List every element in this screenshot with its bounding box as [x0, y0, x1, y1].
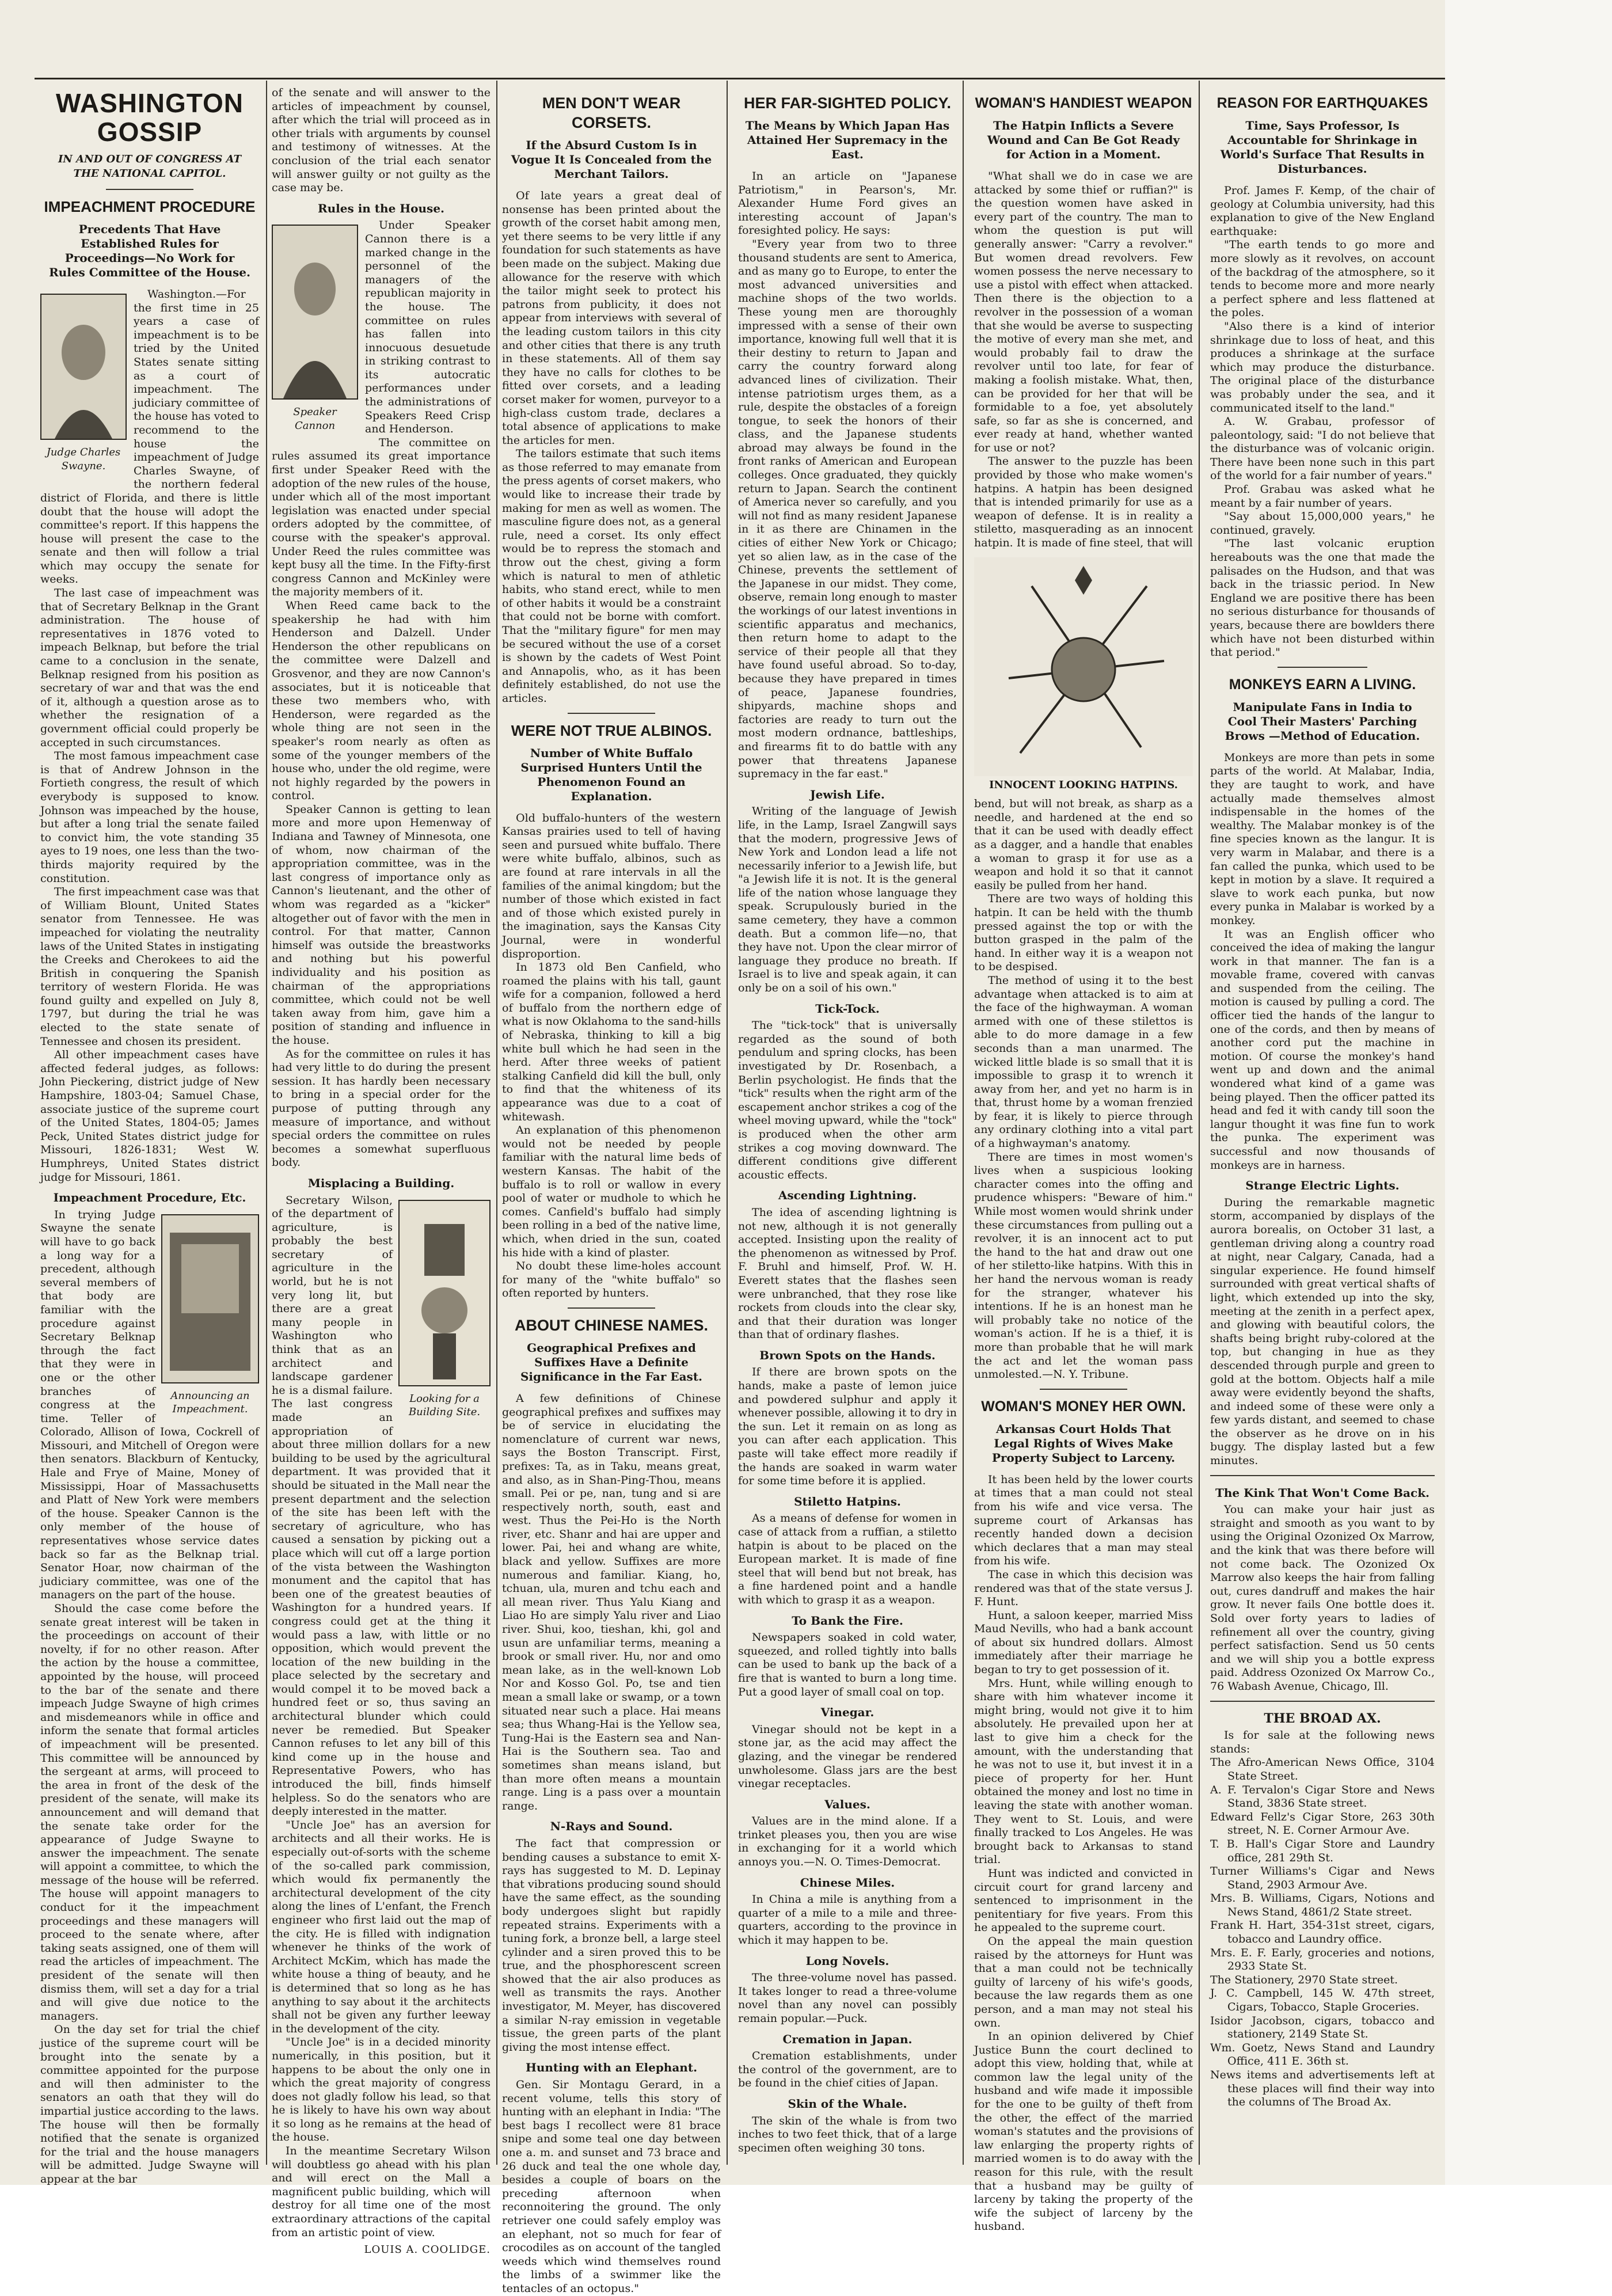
paragraph: "What shall we do in case we are attacked by some thief or ruffian?" is the question women have asked in every part of the country. The man to whom the question is put will generally answer: "Carry a revolver." But women dread revolvers. Few women possess the nerve necessary to use a pistol with effect when attacked. Then there is the objection to a revolver in the possession of a woman that she would be averse to suspecting the motive of every man she met, and would probably fail to draw the revolver until too late, for fear of making a foolish mistake. What, then, can be provided for her that will be formidable to a foe, yet absolutely safe, so far as she is concerned, and ever ready at hand, whether wanted for use or not?: [974, 170, 1193, 454]
paragraph: The three-volume novel has passed. It takes longer to read a three-volume novel than any novel can possibly remain popular.—Puck.: [738, 1971, 957, 2025]
article-deck: If the Absurd Custom Is in Vogue It Is Concealed from the Merchant Tailors.: [511, 138, 712, 181]
column-3: [502, 86, 721, 2295]
column-1: [40, 86, 259, 2185]
paragraph: bend, but will not break, as sharp as a needle, and hardened at the end so that it can be used with deadly effect as a dagger, and a handle that enables a woman to grasp it for use as a weapon and hold it so that it cannot easily be pulled from her hand.: [974, 797, 1193, 892]
article-deck: Time, Says Professor, Is Accountable for Shrinkage in World's Surface That Results in Disturbances.: [1220, 119, 1425, 176]
divider: [1040, 1389, 1127, 1390]
paragraph: Writing of the language of Jewish life, in the Lamp, Israel Zangwill says that the modern, progressive Jews of New York and London lead a life not necessarily inferior to a Jewish life, but "a Jewish life it is not. It is the general life of the nation whose language they speak. Scrupulously buried in the same cemetery, they have a common death. But a common life—no, that they have not. Upon the clear mirror of language they produce no breath. If Israel is to live and speak again, it can only be on a soil of his own.": [738, 805, 957, 995]
subheading: Misplacing a Building.: [307, 1176, 455, 1190]
column-rule: [496, 81, 497, 2165]
paragraph: The "tick-tock" that is universally regarded as the sound of both pendulum and spring clocks, has been investigated by Dr. Rosenbach, a Berlin psychologist. He finds that the "tick" results when the right arm of the escapement anchor strikes a cog of the wheel moving upward, while the "tock" is produced when the other arm strikes a cog moving downward. The different conditions give different acoustic effects.: [738, 1019, 957, 1181]
paragraph: A few definitions of Chinese geographical prefixes and suffixes may be of service in elucidating the nomenclature of current war news, says the Boston Transcript. First, prefixes: Ta, as in Taku, means great, and also, as in Shan-Ping-Thou, means small. Pei or pe, nan, tung and si are respectively north, south, east and west. Thus the Pei-Ho is the North river, etc. Shanr and hai are upper and lower. Pai, hei and whang are white, black and yellow. Suffixes are more numerous and familiar. Kiang, ho, tchuan, ula, muren and tchu each and all mean river. Thus Yalu Kiang and Liao Ho are simply Yalu river and Liao river. Shui, koo, tieshan, khi, gol and usun are unfamiliar terms, meaning a brook or small river. Hu, nor and omo mean lake, as in the well-known Lob Nor and Kosso Gol. Po, tse and tien mean a small lake or swamp, or a town situated near such a place. Hai means sea; thus Whang-Hai is the Yellow sea, Tung-Hai is the Eastern sea and Nan-Hai is the Southern sea. Tao and sometimes shan means island, but than more often means a mountain range. Ling is a pass over a mountain range.: [502, 1392, 721, 1812]
paragraph: The first impeachment case was that of William Blount, United States senator from Tennessee. He was impeached for violating the neutrality laws of the United States in instigating the Creeks and Cherokees to aid the British in conquering the Spanish territory of western Florida. He was found guilty and expelled on July 8, 1797, but during the trial he was elected to the state senate of Tennessee and chosen its president.: [40, 885, 259, 1048]
list-item: Mrs. E. F. Early, groceries and notions, 2933 State St.: [1210, 1946, 1435, 1973]
subheading: Ascending Lightning.: [778, 1188, 917, 1203]
article-headline: MONKEYS EARN A LIVING.: [1229, 676, 1416, 693]
page-margin: [1445, 0, 1612, 2185]
list-item: Isidor Jacobson, cigars, tobacco and stationery, 2149 State St.: [1210, 2014, 1435, 2041]
portrait-figure: [272, 219, 358, 438]
paragraph: Hunt was indicted and convicted in circuit court for grand larceny and sentenced to imprisonment in the penitentiary for five years. From this he appealed to the supreme court.: [974, 1867, 1193, 1934]
article-deck: Precedents That Have Established Rules for Proceedings—No Work for Rules Committee of the House.: [49, 222, 250, 279]
illustration-image: [398, 1200, 491, 1386]
list-item: A. F. Tervalon's Cigar Store and News Stand, 3836 State street.: [1210, 1783, 1435, 1810]
paragraph: Prof. Grabau was asked what he meant by a fair number of years.: [1210, 483, 1435, 510]
paragraph: There are two ways of holding this hatpin. It can be held with the thumb pressed against the top or with the button grasped in the palm of the hand. In either way it is a weapon not to be despised.: [974, 892, 1193, 974]
paragraph: Gen. Sir Montagu Gerard, in a recent volume, tells this story of hunting with an elephant in India: "The best bags I recollect were 81 brace snipe and some teal one day between one a. m. and sunset and 73 brace and 26 duck and teal the one whole day, besides a couple of boars on the preceding afternoon when reconnoitering the ground. The only retriever one could safely employ was an elephant, not so much for fear of crocodiles as on account of the tangled weeds which wind themselves round the limbs of a swimmer like the tentacles of an octopus.": [502, 2078, 721, 2295]
divider: [568, 713, 655, 714]
subheading: Impeachment Procedure, Etc.: [53, 1191, 246, 1205]
hatpins-caption: INNOCENT LOOKING HATPINS.: [989, 778, 1178, 791]
subheading: Stiletto Hatpins.: [794, 1494, 901, 1508]
paragraph: In an opinion delivered by Chief Justice Bunn the court declined to adopt this view, holding that, while at common law the legal unity of the husband and wife made it impossible for the one to be guilty of theft from the other, the effect of the married woman's statutes and the provisions of law enlarging the property rights of married women is to do away with the reason for this rule, with the result that a husband may be guilty of larceny by taking the property of the wife the subject of larceny by the husband.: [974, 2030, 1193, 2233]
masthead-title: WASHINGTON GOSSIP: [55, 88, 244, 147]
paragraph: An explanation of this phenomenon would not be needed by people familiar with the natural lime beds of western Kansas. The habit of the buffalo is to roll or wallow in every pool of water or mudhole to which he comes. Canfield's buffalo had simply been rolling in a bed of the native lime, which, when dried in the sun, coated his hide with a kind of plaster.: [502, 1124, 721, 1259]
subheading: Jewish Life.: [810, 787, 885, 801]
subheading: Chinese Miles.: [800, 1875, 895, 1890]
portrait-caption: Speaker Cannon: [293, 406, 337, 432]
subheading: Long Novels.: [805, 1953, 889, 1968]
paragraph: Monkeys are more than pets in some parts of the world. At Malabar, India, they are taught to work, and have actually made themselves almost indispensable in the homes of the wealthy. The Malabar monkey is of the fine species known as the langur. It is very warm in Malabar, and there is a fan called the punka, which used to be kept in motion by a slave. It required a slave to work each punka, but now every punka in Malabar is worked by a monkey.: [1210, 751, 1435, 927]
list-item: The Stationery, 2970 State street.: [1210, 1973, 1398, 1986]
subheading: To Bank the Fire.: [792, 1613, 903, 1628]
paragraph: "Every year from two to three thousand students are sent to America, and as many go to Europe, to enter the most advanced universities and machine shops of the two worlds. These young men are thoroughly impressed with a sense of their own importance, knowing full well that it is their destiny to return to Japan and carry the country forward along advanced lines of civilization. Their intense patriotism urges them, as a rule, despite the obstacles of a foreign tongue, to seek the honors of their class, and the Japanese students abroad may always be found in the front ranks of American and European colleges. Once graduated, they quickly return to Japan. Search the continent of America never so carefully, and you will not find as many resident Japanese in it as there are Chinamen in the cities of either New York or Chicago; yet so alien law, as in the case of the Chinese, prevents the settlement of the Japanese in our midst. They come, observe, remain long enough to master the workings of our latest inventions in scientific apparatus and mechanics, then return home to adapt to the service of their people all that they have found useful abroad. So to-day, because they have prepared in times of peace, Japanese foundries, shipyards, machine shops and factories are ready to turn out the most modern ordnance, battleships, and firearms fit to do battle with any power that threatens Japanese supremacy in the far east.": [738, 237, 957, 781]
subheading: Values.: [824, 1797, 870, 1811]
portrait-drawing: [43, 301, 124, 439]
paragraph: "Say about 15,000,000 years," he continued, gravely.: [1210, 510, 1435, 537]
list-item: T. B. Hall's Cigar Store and Laundry office, 281 29th St.: [1210, 1837, 1435, 1864]
hatpins-drawing: [997, 563, 1170, 776]
list-item: Mrs. B. Williams, Cigars, Notions and News Stand, 4861/2 State street.: [1210, 1892, 1435, 1918]
article-headline: IMPEACHMENT PROCEDURE: [44, 198, 256, 215]
illustration-figure: [398, 1194, 491, 1425]
paragraph: The committee on rules assumed its great importance first under Speaker Reed with the adoption of the new rules of the house, under which all of the most important legislation was enacted under special orders adopted by the committee, of course with the speaker's approval. Under Reed the rules committee was kept busy all the time. In the Fifty-first congress Cannon and McKinley were the majority members of it.: [272, 436, 491, 599]
column-2: [272, 86, 491, 2256]
paragraph: The skin of the whale is from two inches to two feet thick, that of a large specimen often weighing 30 tons.: [738, 2114, 957, 2154]
list-item: News items and advertisements left at these places will find their way into the columns of The Broad Ax.: [1210, 2069, 1435, 2109]
paragraph: Under Speaker Cannon there is a marked change in the personnel of the managers of the republican majority in the house. The committee on rules has fallen into innocuous desuetude in striking contrast to its autocratic performances under the administrations of Speakers Reed Crisp and Henderson.: [365, 219, 491, 436]
illustration-image: [161, 1214, 259, 1383]
paragraph: "The last volcanic eruption hereabouts was the one that made the palisades on the Hudson, and that was back in the triassic period. In New England we are positive there has been no serious disturbance for thousands of years, because there are bowlders there which have not been disturbed within that period.": [1210, 537, 1435, 659]
list-item: Edward Fellz's Cigar Store, 263 30th street, N. E. Corner Armour Ave.: [1210, 1810, 1435, 1837]
article-headline: HER FAR-SIGHTED POLICY.: [743, 94, 952, 112]
column-6: [1210, 86, 1435, 2153]
advertisement-title: THE BROAD AX.: [1264, 1710, 1381, 1726]
subheading: Brown Spots on the Hands.: [759, 1348, 936, 1362]
illustration-drawing: [401, 1207, 488, 1385]
paragraph: Cremation establishments, under the control of the government, are to be found in the chief cities of Japan.: [738, 2050, 957, 2090]
subheading: Cremation in Japan.: [782, 2032, 913, 2046]
column-4: [738, 86, 957, 2153]
paragraph: In China a mile is anything from a quarter of a mile to a mile and three-quarters, according to the province in which it may happen to be.: [738, 1893, 957, 1947]
paragraph: The idea of ascending lightning is not new, although it is not generally accepted. Insisting upon the reality of the phenomenon as witnessed by Prof. F. Bruhl and himself, Prof. W. H. Everett states that the flashes seen were unbranched, that they rose like rockets from clouds into the clear sky, and that their duration was longer than that of ordinary flashes.: [738, 1206, 957, 1341]
divider: [568, 1307, 655, 1309]
subheading: Strange Electric Lights.: [1245, 1179, 1400, 1193]
illustration-caption: Announcing an Impeachment.: [170, 1389, 250, 1416]
article-deck: The Means by Which Japan Has Attained Her Supremacy in the East.: [745, 119, 950, 161]
paragraph: "Uncle Joe" is in a decided minority numerically, in this position, but it happens to be about the only one in which the great majority of congress does not gladly follow his lead, so that he is likely to have his own way about it so long as he remains at the head of the house.: [272, 2036, 491, 2144]
paragraph: Should the case come before the senate great interest will be taken in the proceedings on account of their novelty, if for no other reason. After the action by the house a committee, appointed by the house, will proceed to the bar of the senate and there impeach Judge Swayne of high crimes and misdemeanors while in office and inform the senate that formal articles of impeachment will be presented. This committee will be announced by the sergeant at arms, will proceed to the area in front of the desk of the president of the senate, will make its announcement and will demand that the senate take order for the appearance of Judge Swayne to answer the impeachment. The senate will appoint a committee, to which the message of the house will be referred. The house will appoint managers to conduct for it the impeachment proceedings and these managers will proceed to the senate where, after taking seats assigned, one of them will read the articles of impeachment. The president of the senate will then dismiss them, will set a day for a trial and will give due notice to the managers.: [40, 1602, 259, 2023]
byline: LOUIS A. COOLIDGE.: [364, 2244, 491, 2256]
subheading: Vinegar.: [820, 1705, 875, 1720]
list-item: J. C. Campbell, 145 W. 47th street, Cigars, Tobacco, Staple Groceries.: [1210, 1987, 1435, 2014]
list-item: The Afro-American News Office, 3104 State Street.: [1210, 1756, 1435, 1782]
hatpins-illustration: [974, 557, 1193, 776]
article-deck: Manipulate Fans in India to Cool Their Masters' Parching Brows —Method of Education.: [1225, 700, 1420, 743]
top-rule: [35, 78, 1577, 79]
paragraph: As for the committee on rules it has had very little to do during the present session. It has hardly been necessary to bring in a special order for the purpose of putting through any measure of importance, and without special orders the committee on rules becomes a somewhat superfluous body.: [272, 1047, 491, 1169]
article-headline: REASON FOR EARTHQUAKES: [1216, 95, 1428, 111]
paragraph: As a means of defense for women in case of attack from a ruffian, a stiletto hatpin is about to be placed on the European market. It is made of fine steel that will bend but not break, has a fine hardened point and a handle with which to grasp it as a weapon.: [738, 1512, 957, 1606]
article-headline: WERE NOT TRUE ALBINOS.: [511, 721, 712, 739]
paragraph: A. W. Grabau, professor of paleontology, said: "I do not believe that the disturbance was of volcanic origin. There have been none such in this part of the world for a fair number of years.": [1210, 415, 1435, 482]
article-headline: WOMAN'S MONEY HER OWN.: [981, 1398, 1186, 1415]
paragraph: Of late years a great deal of nonsense has been printed about the growth of the corset habit among men, yet there seems to be very little if any foundation for such statements as have been made on the subject. Making due allowance for the reserve with which the tailor might seek to protect his patrons from publicity, it does not appear from interviews with several of the leading custom tailors in this city and other cities that there is any truth in these statements. All of them say they have no calls for clothes to be fitted over corsets, and a leading corset maker for women, purveyor to a high-class custom trade, declares a total absence of applications to make the articles for men.: [502, 189, 721, 447]
paragraph: The fact that compression or bending causes a substance to emit X-rays has suggested to M. D. Lepinay that vibrations producing sound should have the same effect, as the sounding body undergoes slight but rapidly repeated strains. Experiments with a tuning fork, a bronze bell, a large steel cylinder and a siren proved this to be true, and the phosphorescent screen showed that the air also produces as well as transmits the rays. Another investigator, M. Meyer, has discovered a similar N-ray emission in vegetable tissue, the green parts of the plant giving the most intense effect.: [502, 1837, 721, 2054]
portrait-image: [40, 294, 127, 440]
subheading: Tick-Tock.: [815, 1001, 880, 1016]
divider: [1278, 667, 1367, 668]
paragraph: In trying Judge Swayne the senate will have to go back a long way for a precedent, although several members of that body are familiar with the procedure against Secretary Belknap through the fact that they were in one or the other branches of congress at the time. Teller of Colorado, Allison of Iowa, Cockrell of Missouri, and Mitchell of Oregon were then senators. Blackburn of Kentucky, Hale and Frye of Maine, Money of Mississippi, Hoar of Massachusetts and Platt of New York were members of the house. Speaker Cannon is the only member of the house of representatives whose service dates back so far as the Belknap trial. Senator Hoar, now chairman of the judiciary committee, was one of the managers on the part of the house.: [40, 1208, 259, 1602]
column-5: [974, 86, 1193, 2233]
subheading: N-Rays and Sound.: [550, 1819, 673, 1834]
divider: [106, 189, 193, 190]
paragraph: The most famous impeachment case is that of Andrew Johnson in the Fortieth congress, the result of which everybody is supposed to know. Johnson was impeached by the house, but after a long trial the senate failed to convict him, the vote standing 35 ayes to 19 noes, one less than the two-thirds majority required by the constitution.: [40, 750, 259, 885]
article-headline: MEN DON'T WEAR CORSETS.: [542, 94, 681, 131]
paragraph: In the meantime Secretary Wilson will doubtless go ahead with his plan and will erect on the Mall a magnificent public building, which will destroy for all time one of the most extraordinary attractions of the capital from an artistic point of view.: [272, 2145, 491, 2239]
paragraph: The method of using it to the best advantage when attacked is to aim at the face of the highwayman. A woman armed with one of these stilettos is able to do more damage in a few seconds than a man unarmed. The wicked little blade is so small that it is impossible to grasp it to wrench it away from her, and yet no harm is in that, thrust home by a woman frenzied by fear, it is likely to pierce through any ordinary clothing into a vital part of a highwayman's anatomy.: [974, 974, 1193, 1150]
paragraph: During the remarkable magnetic storm, accompanied by displays of the aurora borealis, on October 31 last, a gentleman driving along a country road at night, near Calgary, Canada, had a singular experience. He found himself surrounded with great vertical shafts of light, which extended up into the sky, meeting at the zenith in a perfect apex, and glowing with beautiful colors, the shafts being bright ruby-colored at the top, but changing in hue as they descended through purple and green to gold at the bottom. Objects half a mile away were evidently beyond the shafts, and indeed some of these were only a few yards distant, and seemed to chase the observer as he drove on in his buggy. The display lasted but a few minutes.: [1210, 1196, 1435, 1468]
paragraph: There are times in most women's lives when a suspicious looking character comes into the offing and prudence whispers: "Beware of him." While most women would shrink under these circumstances from pulling out a revolver, it is an innocent act to put the hand to the hat and draw out one of her stiletto-like hatpins. With this in her hand the nervous woman is ready for the stranger, whatever his intentions. If he is an honest man he will probably take no notice of the woman's action. If he is a thief, it is more than probable that he will mark the act and let the woman pass unmolested.—N. Y. Tribune.: [974, 1150, 1193, 1381]
article-headline: ABOUT CHINESE NAMES.: [514, 1316, 709, 1334]
list-item: Wm. Goetz, News Stand and Laundry Office, 411 E. 36th st.: [1210, 2041, 1435, 2068]
paragraph: If there are brown spots on the hands, make a paste of lemon juice and powdered sulphur and apply it whenever possible, allowing it to dry in the sun. Let it remain on as long as you can after each application. This paste will take effect more readily if the hands are soaked in warm water for some time before it is applied.: [738, 1366, 957, 1488]
paragraph: It has been held by the lower courts at times that a man could not steal from his wife and vice versa. The supreme court of Arkansas has recently handed down a decision which declares that a man may steal from his wife.: [974, 1473, 1193, 1568]
paragraph: of the senate and will answer to the articles of impeachment by counsel, after which the trial will proceed as in other trials with arguments by counsel and testimony of witnesses. At the conclusion of the trial each senator will answer guilty or not guilty as the case may be.: [272, 86, 491, 195]
paragraph: In 1873 old Ben Canfield, who roamed the plains with his tall, gaunt wife for a companion, followed a herd of buffalo from the northern edge of what is now Oklahoma to the sand-hills of Nebraska, thinking to kill a big white bull which he had seen in the herd. After three weeks of patient stalking Canfield did kill the bull, only to find that the whiteness of its appearance was due to a coat of whitewash.: [502, 961, 721, 1123]
paragraph: On the appeal the main question raised by the attorneys for Hunt was that a man could not be technically guilty of larceny of his wife's goods, because the law regards them as one person, and a man may not steal his own.: [974, 1934, 1193, 2029]
paragraph: Prof. James F. Kemp, of the chair of geology at Columbia university, had this explanation to give of the New England earthquake:: [1210, 184, 1435, 238]
column-rule: [727, 81, 728, 2165]
column-rule: [266, 81, 267, 2165]
article-deck: Geographical Prefixes and Suffixes Have a Definite Significance in the Far East.: [520, 1340, 703, 1383]
list-item: Turner Williams's Cigar and News Stand, 2903 Armour Ave.: [1210, 1865, 1435, 1891]
column-rule: [1199, 81, 1200, 2165]
paragraph: "The earth tends to go more and more slowly as it revolves, on account of the backdrag of the atmosphere, so it tends to become more and more nearly a perfect sphere and less flattened at the poles.: [1210, 238, 1435, 320]
paragraph: All other impeachment cases have affected federal judges, as follows: John Pieckering, district judge of New Hampshire, 1803-04; Samuel Chase, associate justice of the supreme court of the United States, 1804-05; James Peck, United States district judge for Missouri, 1826-1831; West W. Humphreys, United States district judge for Missouri, 1861.: [40, 1048, 259, 1184]
news-stand-list: [1210, 1756, 1435, 2109]
paragraph: The answer to the puzzle has been provided by those who make women's hatpins. A hatpin has been designed that is intended primarily for use as a weapon of defense. It is in reality a stiletto, masquerading as an innocent hatpin. It is made of fine steel, that will: [974, 455, 1193, 550]
article-deck: The Hatpin Inflicts a Severe Wound and Can Be Got Ready for Action in a Moment.: [987, 119, 1180, 161]
illustration-caption: Looking for a Building Site.: [408, 1392, 481, 1419]
paragraph: Washington.—For the first time in 25 years a case of impeachment is to be tried by the United States senate sitting as a court of impeachment. The judiciary committee of the house has voted to recommend to the house the impeachment of Judge Charles Swayne, of the northern federal district of Florida, and there is little doubt that the house will adopt the committee's report. If this happens the house will present the case to the senate and then will follow a trial which may occupy the senate for weeks.: [40, 288, 259, 586]
article-deck: Number of White Buffalo Surprised Hunters Until the Phenomenon Found an Explanation.: [520, 746, 702, 803]
advertisement-text: You can make your hair just as straight and smooth as you want to by using the Original Ozonized Ox Marrow, and the kink that was there before will not come back. The Ozonized Ox Marrow also keeps the hair from falling out, cures dandruff and makes the hair grow. It never fails One bottle does it. Sold over forty years to ladies of refinement all over the country, giving perfect satisfaction. Send us 50 cents and we will ship you a bottle express paid. Address Ozonized Ox Marrow Co., 76 Wabash Avenue, Chicago, Ill.: [1210, 1503, 1435, 1693]
advertisement-text: Is for sale at the following news stands:: [1210, 1729, 1435, 1755]
paragraph: On the day set for trial the chief justice of the supreme court will be brought into the senate by a committee appointed for the purpose and will then administer to the senators an oath that they will do impartial justice according to the laws. The house will then be formally notified that the senate is organized for the trial and the house managers will be admitted. Judge Swayne will appear at the bar: [40, 2023, 259, 2185]
paragraph: It was an English officer who conceived the idea of making the langur work in that manner. The fan is a movable frame, covered with canvas and suspended from the ceiling. The motion is caused by pulling a cord. The officer tied the hands of the langur to one of the cords, and then by means of another cord put the machine in motion. Of course the monkey's hand went up and down and the animal wondered what kind of a game was being played. Then the officer patted its head and fed it with candy till soon the langur thought it was fine fun to work the punka. The experiment was successful and now thousands of monkeys are in harness.: [1210, 927, 1435, 1172]
illustration-drawing: [164, 1221, 256, 1382]
paragraph: "Uncle Joe" has an aversion for architects and all their works. He is especially out-of-sorts with the scheme of the so-called park commission, which would fix permanently the architectural development of the city along the lines of L'enfant, the French engineer who first laid out the map of the city. He is filled with indignation whenever he thinks of the work of Architect McKim, which has made the white house a thing of beauty, and he is determined that so long as he has anything to say about it the architects shall not be given any further leeway in the development of the city.: [272, 1818, 491, 2035]
paragraph: Newspapers soaked in cold water, squeezed, and rolled tightly into balls can be used to bank up the back of a fire that is wanted to burn a long time. Put a good layer of small coal on top.: [738, 1631, 957, 1698]
paragraph: In an article on "Japanese Patriotism," in Pearson's, Mr. Alexander Hume Ford gives an interesting account of Japan's foresighted policy. He says:: [738, 170, 957, 237]
portrait-figure: [40, 288, 127, 478]
portrait-drawing: [275, 231, 355, 398]
masthead-subtitle: IN AND OUT OF CONGRESS AT THE NATIONAL CAPITOL.: [58, 153, 241, 180]
portrait-image: [272, 225, 358, 400]
paragraph: The case in which this decision was rendered was that of the state versus J. F. Hunt.: [974, 1568, 1193, 1609]
paragraph: Values are in the mind alone. If a trinket pleases you, then you are wise in exchanging for it a world which annoys you.—N. O. Times-Democrat.: [738, 1815, 957, 1869]
paragraph: When Reed came back to the speakership he had with him Henderson and Dalzell. Under Henderson the other republicans on the committee were Dalzell and Grosvenor, and they are now Cannon's associates, but it is noticeable that these two members who, with Henderson, were regarded as the whole thing are not seen in the speaker's room nearly as often as some of the younger members of the house who, under the old regime, were not highly regarded by the powers in control.: [272, 599, 491, 803]
portrait-caption: Judge Charles Swayne.: [46, 446, 121, 472]
paragraph: Speaker Cannon is getting to lean more and more upon Hemenway of Indiana and Tawney of Minnesota, one of whom, now chairman of the appropriation committee, was in the last congress of importance only as Cannon's lieutenant, and the other of whom was regarded as a "kicker" altogether out of favor with the men in control. For that matter, Cannon himself was outside the breastworks and nothing but his powerful individuality and his position as chairman of the appropriations committee, which could not be well taken away from him, gave him a position of standing and influence in the house.: [272, 803, 491, 1047]
paragraph: Vinegar should not be kept in a stone jar, as the acid may affect the glazing, and the vinegar be rendered unwholesome. Glass jars are the best vinegar receptacles.: [738, 1723, 957, 1791]
paragraph: Secretary Wilson, of the department of agriculture, is probably the best secretary of agriculture in the world, but he is not very long lit, but there are a great many people in Washington who think that as an architect and landscape gardener he is a dismal failure. The last congress made an appropriation of about three million dollars for a new building to be used by the agricultural department. It was provided that it should be situated in the Mall near the present department and the selection of the site has been left with the secretary of agriculture, who has caused a sensation by picking out a place which will cut off a large portion of the vista between the Washington monument and the capitol that has been one of the greatest beauties of Washington for a hundred years. If congress could get at the thing it would pass a law, with little or no opposition, which would prevent the location of the new building in the place selected by the secretary and would compel it to be moved back a hundred feet or so, thus saving an architectural blunder which could never be remedied. But Speaker Cannon refuses to let any bill of this kind come up in the house and Representative Powers, who has introduced the bill, finds himself helpless. So do the senators who are deeply interested in the matter.: [272, 1193, 491, 1818]
advertisement-title: The Kink That Won't Come Back.: [1215, 1485, 1430, 1500]
subheading: Hunting with an Elephant.: [525, 2061, 698, 2075]
article-deck: Arkansas Court Holds That Legal Rights of Wives Make Property Subject to Larceny.: [991, 1421, 1176, 1465]
column-rule: [963, 81, 964, 2165]
article-headline: WOMAN'S HANDIEST WEAPON: [975, 95, 1192, 111]
list-item: Frank H. Hart, 354-31st street, cigars, tobacco and Laundry office.: [1210, 1919, 1435, 1946]
paragraph: The tailors estimate that such items as those referred to may emanate from the press agents of corset makers, who would like to increase their trade by making for men as well as women. The masculine figure does not, as a general rule, need a corset. Its only effect would be to repress the stomach and throw out the chest, giving a form which is natural to men of athletic habits, who stand erect, while to men of other habits it would be a constraint that could not be borne with comfort. That the "military figure" for men may be secured without the use of a corset is shown by the cadets of West Point and Annapolis, who, as it has been definitely established, do not use the articles.: [502, 447, 721, 705]
subheading: Rules in the House.: [318, 201, 444, 215]
paragraph: No doubt these lime-holes account for many of the "white buffalo" so often reported by hunters.: [502, 1260, 721, 1300]
paragraph: "Also there is a kind of interior shrinkage due to loss of heat, and this produces a shrinkage at the surface which may produce the disturbance. The original place of the disturbance was probably under the sea, and it communicated itself to the land.": [1210, 320, 1435, 415]
paragraph: Mrs. Hunt, while willing enough to share with him whatever income it might bring, would not give it to him absolutely. He prevailed upon her at last to give him a check for the amount, with the understanding that he was not to use it, but invest it in a piece of property for her. Hunt obtained the money and lost no time in leaving the state with another woman. They went to St. Louis, and were finally tracked to Los Angeles. He was brought back to Arkansas to stand trial.: [974, 1677, 1193, 1867]
paragraph: Hunt, a saloon keeper, married Miss Maud Nevills, who had a bank account of about six hundred dollars. Almost immediately after their marriage he began to try to get possession of it.: [974, 1609, 1193, 1677]
paragraph: Old buffalo-hunters of the western Kansas prairies used to tell of having seen and pursued white buffalo. There were white buffalo, albinos, such as are found at rare intervals in all the families of the animal kingdom; but the number of those which existed in fact and of those which existed purely in the imagination, says the Kansas City Journal, were in wonderful disproportion.: [502, 811, 721, 960]
illustration-figure: [161, 1208, 259, 1422]
paragraph: The last case of impeachment was that of Secretary Belknap in the Grant administration. The house of representatives in 1876 voted to impeach Belknap, but before the trial came to a conclusion in the senate, Belknap resigned from his position as secretary of war and that was the end of it, although a question arose as to whether the resignation of a government official could properly be accepted in such circumstances.: [40, 587, 259, 749]
subheading: Skin of the Whale.: [788, 2096, 907, 2111]
divider: [1210, 1701, 1435, 1702]
divider: [1210, 1475, 1435, 1476]
